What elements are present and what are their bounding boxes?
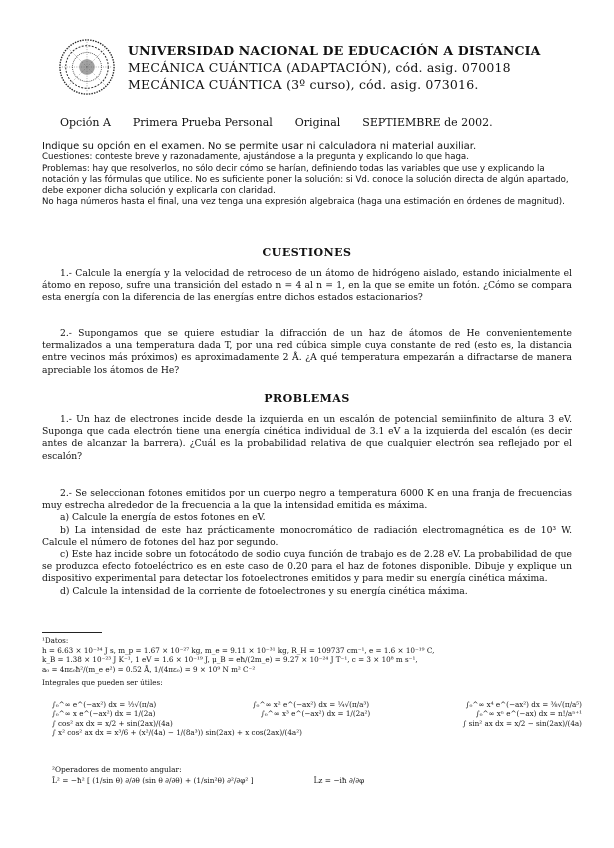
course-line-1: MECÁNICA CUÁNTICA (ADAPTACIÓN), cód. asig. 070018 <box>128 60 511 75</box>
footnote-datos <box>42 636 582 688</box>
problema-1: 1.- Un haz de electrones incide desde la izquierda en un escalón de potencial semiinfinito de altura 3 eV. Suponga que cada electrón tiene una energía cinética individual de 3.1 eV a la izquierda del escalón (es decir antes de alcanzar la barrera). ¿Cuál es la probabilidad relativa de que cualquier electrón sea reflejado por el escalón? <box>42 414 572 462</box>
datos-line: h = 6.63 × 10⁻³⁴ J s, m_p = 1.67 × 10⁻²⁷ kg, m_e = 9.11 × 10⁻³¹ kg, R_H = 109737 cm⁻¹, e = 1.6 × 10⁻¹⁹ C, <box>42 645 435 655</box>
integral: ∫₀^∞ e^(−ax²) dx = ½√(π/a) <box>52 700 157 709</box>
cuestion-2: 2.- Supongamos que se quiere estudiar la difracción de un haz de átomos de He convenientemente termalizados a una temperatura dada T, por una red cúbica simple cuya constante de red (esto es, la distancia entre vecinos más próximos) es aproximadamente 2 Å. ¿A qué temperatura empezarán a difractarse de manera apreciable los átomos de He? <box>42 328 572 376</box>
instruction-line: Problemas: hay que resolverlos, no sólo decir cómo se harían, definiendo todas las variables que use y explicando la notación y las fórmulas que utilice. No es suficiente poner la solución: si Vd. conoce la solución directa de algún apartado, debe exponer dicha solución y explicarla con claridad. <box>42 163 569 197</box>
problema-2-intro: 2.- Se seleccionan fotones emitidos por un cuerpo negro a temperatura 6000 K en una franja de frecuencias muy estrecha alrededor de la frecuencia a la que la intensidad emitida es máxima. <box>42 488 572 512</box>
integral: ∫₀^∞ x³ e^(−ax²) dx = 1/(2a²) <box>261 709 371 719</box>
problema-2 <box>42 488 572 598</box>
course-line-2: MECÁNICA CUÁNTICA (3º curso), cód. asig. 073016. <box>128 77 479 92</box>
exam-meta <box>60 116 560 129</box>
integrales-label: Integrales que pueden ser útiles: <box>42 678 163 688</box>
datos-line: k_B = 1.38 × 10⁻²³ J K⁻¹, 1 eV = 1.6 × 10⁻¹⁹ J, μ_B = eħ/(2m_e) = 9.27 × 10⁻²⁴ J T⁻¹, c = 3 × 10⁸ m s⁻¹, <box>42 655 418 665</box>
problema-2-c: c) Este haz incide sobre un fotocátodo de sodio cuya función de trabajo es de 2.28 eV. La probabilidad de que se produzca efecto fotoeléctrico es en este caso de 0.20 para el haz de fotones disponible. Dibuje y explique un dispositivo experimental para detectar los fotoelectrones emitidos y para medir su energía cinética máxima. <box>42 549 572 585</box>
cuestion-1: 1.- Calcule la energía y la velocidad de retroceso de un átomo de hidrógeno aislado, estando inicialmente el átomo en reposo, sufre una transición del estado n = 4 al n = 1, en la que se emite un fotón. ¿Cómo se compara esta energía con la diferencia de las energías entre dichos estados estacionarios? <box>42 268 572 304</box>
university-seal-icon <box>58 38 116 96</box>
operator-lz: L̂z = −iħ ∂/∂φ <box>313 776 365 785</box>
integral: ∫₀^∞ x² e^(−ax²) dx = ¼√(π/a³) <box>252 700 370 709</box>
integral: ∫₀^∞ x e^(−ax²) dx = 1/(2a) <box>52 709 156 719</box>
university-name: UNIVERSIDAD NACIONAL DE EDUCACIÓN A DISTANCIA <box>128 43 541 58</box>
integral: ∫ x² cos² ax dx = x³/6 + (x²/(4a) − 1/(8a³)) sin(2ax) + x cos(2ax)/(4a²) <box>52 728 302 738</box>
date-label: SEPTIEMBRE de 2002. <box>362 116 493 129</box>
problema-2-d: d) Calcule la intensidad de la corriente de fotoelectrones y su energía cinética máxima. <box>60 585 468 597</box>
integrals-table <box>52 700 582 738</box>
integral: ∫₀^∞ x⁴ e^(−ax²) dx = ⅜√(π/a⁵) <box>465 700 582 709</box>
datos-label: ¹Datos: <box>42 636 69 645</box>
integral: ∫₀^∞ xⁿ e^(−ax) dx = n!/aⁿ⁺¹ <box>475 709 582 719</box>
instructions <box>42 141 582 209</box>
integral: ∫ cos² ax dx = x/2 + sin(2ax)/(4a) <box>52 718 173 728</box>
problema-2-a: a) Calcule la energía de estos fotones en eV. <box>60 512 266 524</box>
datos-line: a₀ = 4πε₀ħ²/(m_e e²) = 0.52 Å, 1/(4πε₀) = 9 × 10⁹ N m² C⁻² <box>42 664 256 674</box>
footnote-divider <box>42 632 102 633</box>
ops-label: ²Operadores de momento angular: <box>52 765 182 774</box>
problema-2-b: b) La intensidad de este haz prácticamente monocromático de radiación electromagnética es de 10³ W. Calcule el número de fotones del haz por segundo. <box>42 524 572 548</box>
integral: ∫ sin² ax dx = x/2 − sin(2ax)/(4a) <box>462 718 582 728</box>
problemas-heading: PROBLEMAS <box>264 392 350 405</box>
angular-momentum-operators <box>52 764 582 786</box>
operator-l-squared: L̂² = −ħ² [ (1/sin θ) ∂/∂θ (sin θ ∂/∂θ) + (1/sin²θ) ∂²/∂φ² ] <box>52 776 254 785</box>
instruction-line: No haga números hasta el final, una vez tenga una expresión algebraica (haga una estimación en órdenes de magnitud). <box>42 197 565 208</box>
type-label: Original <box>294 116 341 129</box>
instruction-line: Indique su opción en el examen. No se permite usar ni calculadora ni material auxiliar. <box>42 141 477 152</box>
test-label: Primera Prueba Personal <box>132 116 273 129</box>
instruction-line: Cuestiones: conteste breve y razonadamente, ajustándose a la pregunta y explicando lo que haga. <box>42 152 469 163</box>
option-label: Opción A <box>60 116 111 129</box>
cuestiones-heading: CUESTIONES <box>262 246 352 259</box>
exam-header <box>128 42 568 93</box>
